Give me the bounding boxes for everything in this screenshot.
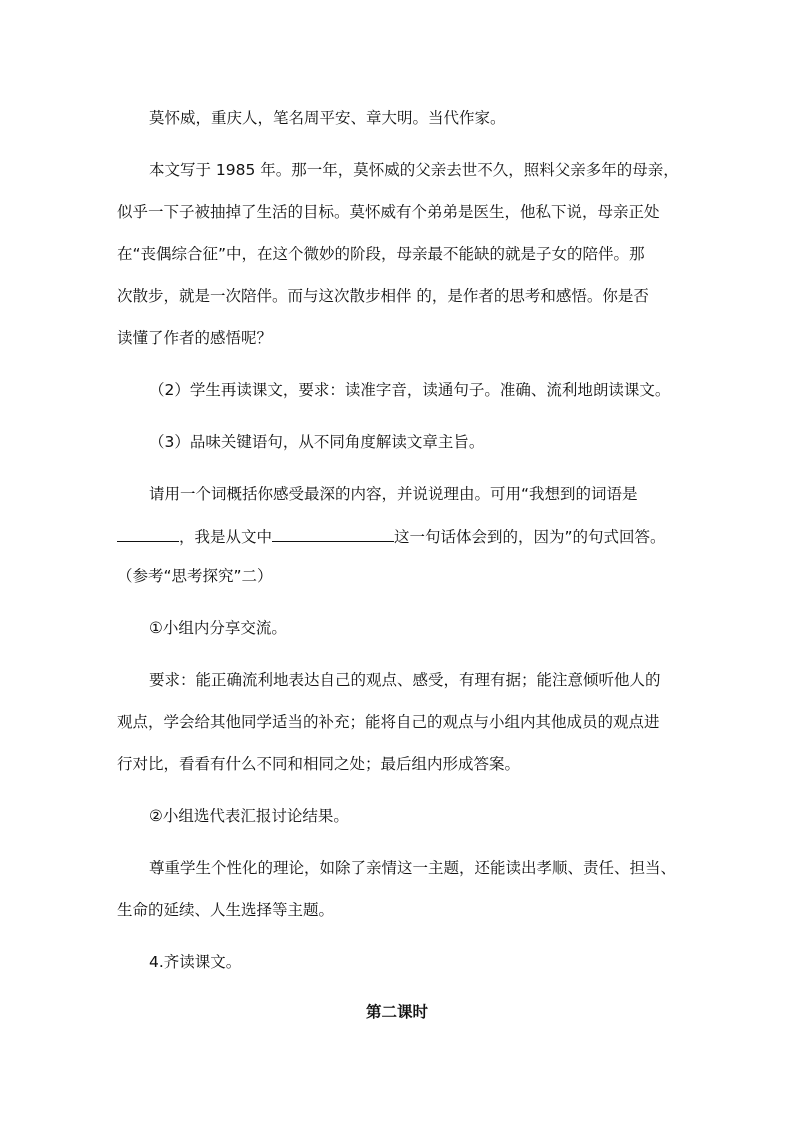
paragraph-requirements-line-2: 观点，学会给其他同学适当的补充；能将自己的观点与小组内其他成员的观点进 xyxy=(117,713,660,731)
paragraph-background-line-5: 读懂了作者的感悟呢？ xyxy=(117,329,273,347)
fill-blank-word[interactable] xyxy=(117,525,179,542)
paragraph-themes-line-2: 生命的延续、人生选择等主题。 xyxy=(117,901,335,919)
paragraph-prompt-line-2 xyxy=(117,525,666,547)
section-title: 第二课时 xyxy=(365,1003,428,1021)
fill-blank-sentence[interactable] xyxy=(272,525,394,542)
paragraph-requirements-line-3: 行对比，看看有什么不同和相同之处；最后组内形成答案。 xyxy=(117,755,521,773)
paragraph-prompt-line-3: （参考“思考探究”二） xyxy=(117,567,273,585)
paragraph-step-1: ①小组内分享交流。 xyxy=(149,619,287,637)
prompt-text-b: 这一句话体会到的，因为”的句式回答。 xyxy=(394,528,666,546)
paragraph-background-line-1: 本文写于 1985 年。那一年，莫怀威的父亲去世不久，照料父亲多年的母亲， xyxy=(149,161,679,179)
prompt-text-a: ，我是从文中 xyxy=(179,528,273,546)
paragraph-themes-line-1: 尊重学生个性化的理论，如除了亲情这一主题，还能读出孝顺、责任、担当、 xyxy=(149,859,677,877)
paragraph-author-intro: 莫怀威，重庆人，笔名周平安、章大明。当代作家。 xyxy=(149,109,506,127)
paragraph-prompt-line-1: 请用一个词概括你感受最深的内容，并说说理由。可用“我想到的词语是 xyxy=(149,485,638,503)
paragraph-requirements-line-1: 要求：能正确流利地表达自己的观点、感受，有理有据；能注意倾听他人的 xyxy=(149,671,661,689)
paragraph-step-2: ②小组选代表汇报讨论结果。 xyxy=(149,807,349,825)
paragraph-background-line-2: 似乎一下子被抽掉了生活的目标。莫怀威有个弟弟是医生，他私下说，母亲正处 xyxy=(117,203,660,221)
paragraph-reread-instruction: （2）学生再读课文，要求：读准字音，读通句子。准确、流利地朗读课文。 xyxy=(149,381,671,399)
paragraph-background-line-3: 在“丧偶综合征”中，在这个微妙的阶段，母亲最不能缺的就是子女的陪伴。那 xyxy=(117,245,645,263)
paragraph-background-line-4: 次散步，就是一次陪伴。而与这次散步相伴 的，是作者的思考和感悟。你是否 xyxy=(117,287,649,305)
paragraph-key-sentences: （3）品味关键语句，从不同角度解读文章主旨。 xyxy=(149,433,485,451)
paragraph-read-aloud: 4.齐读课文。 xyxy=(149,953,242,971)
